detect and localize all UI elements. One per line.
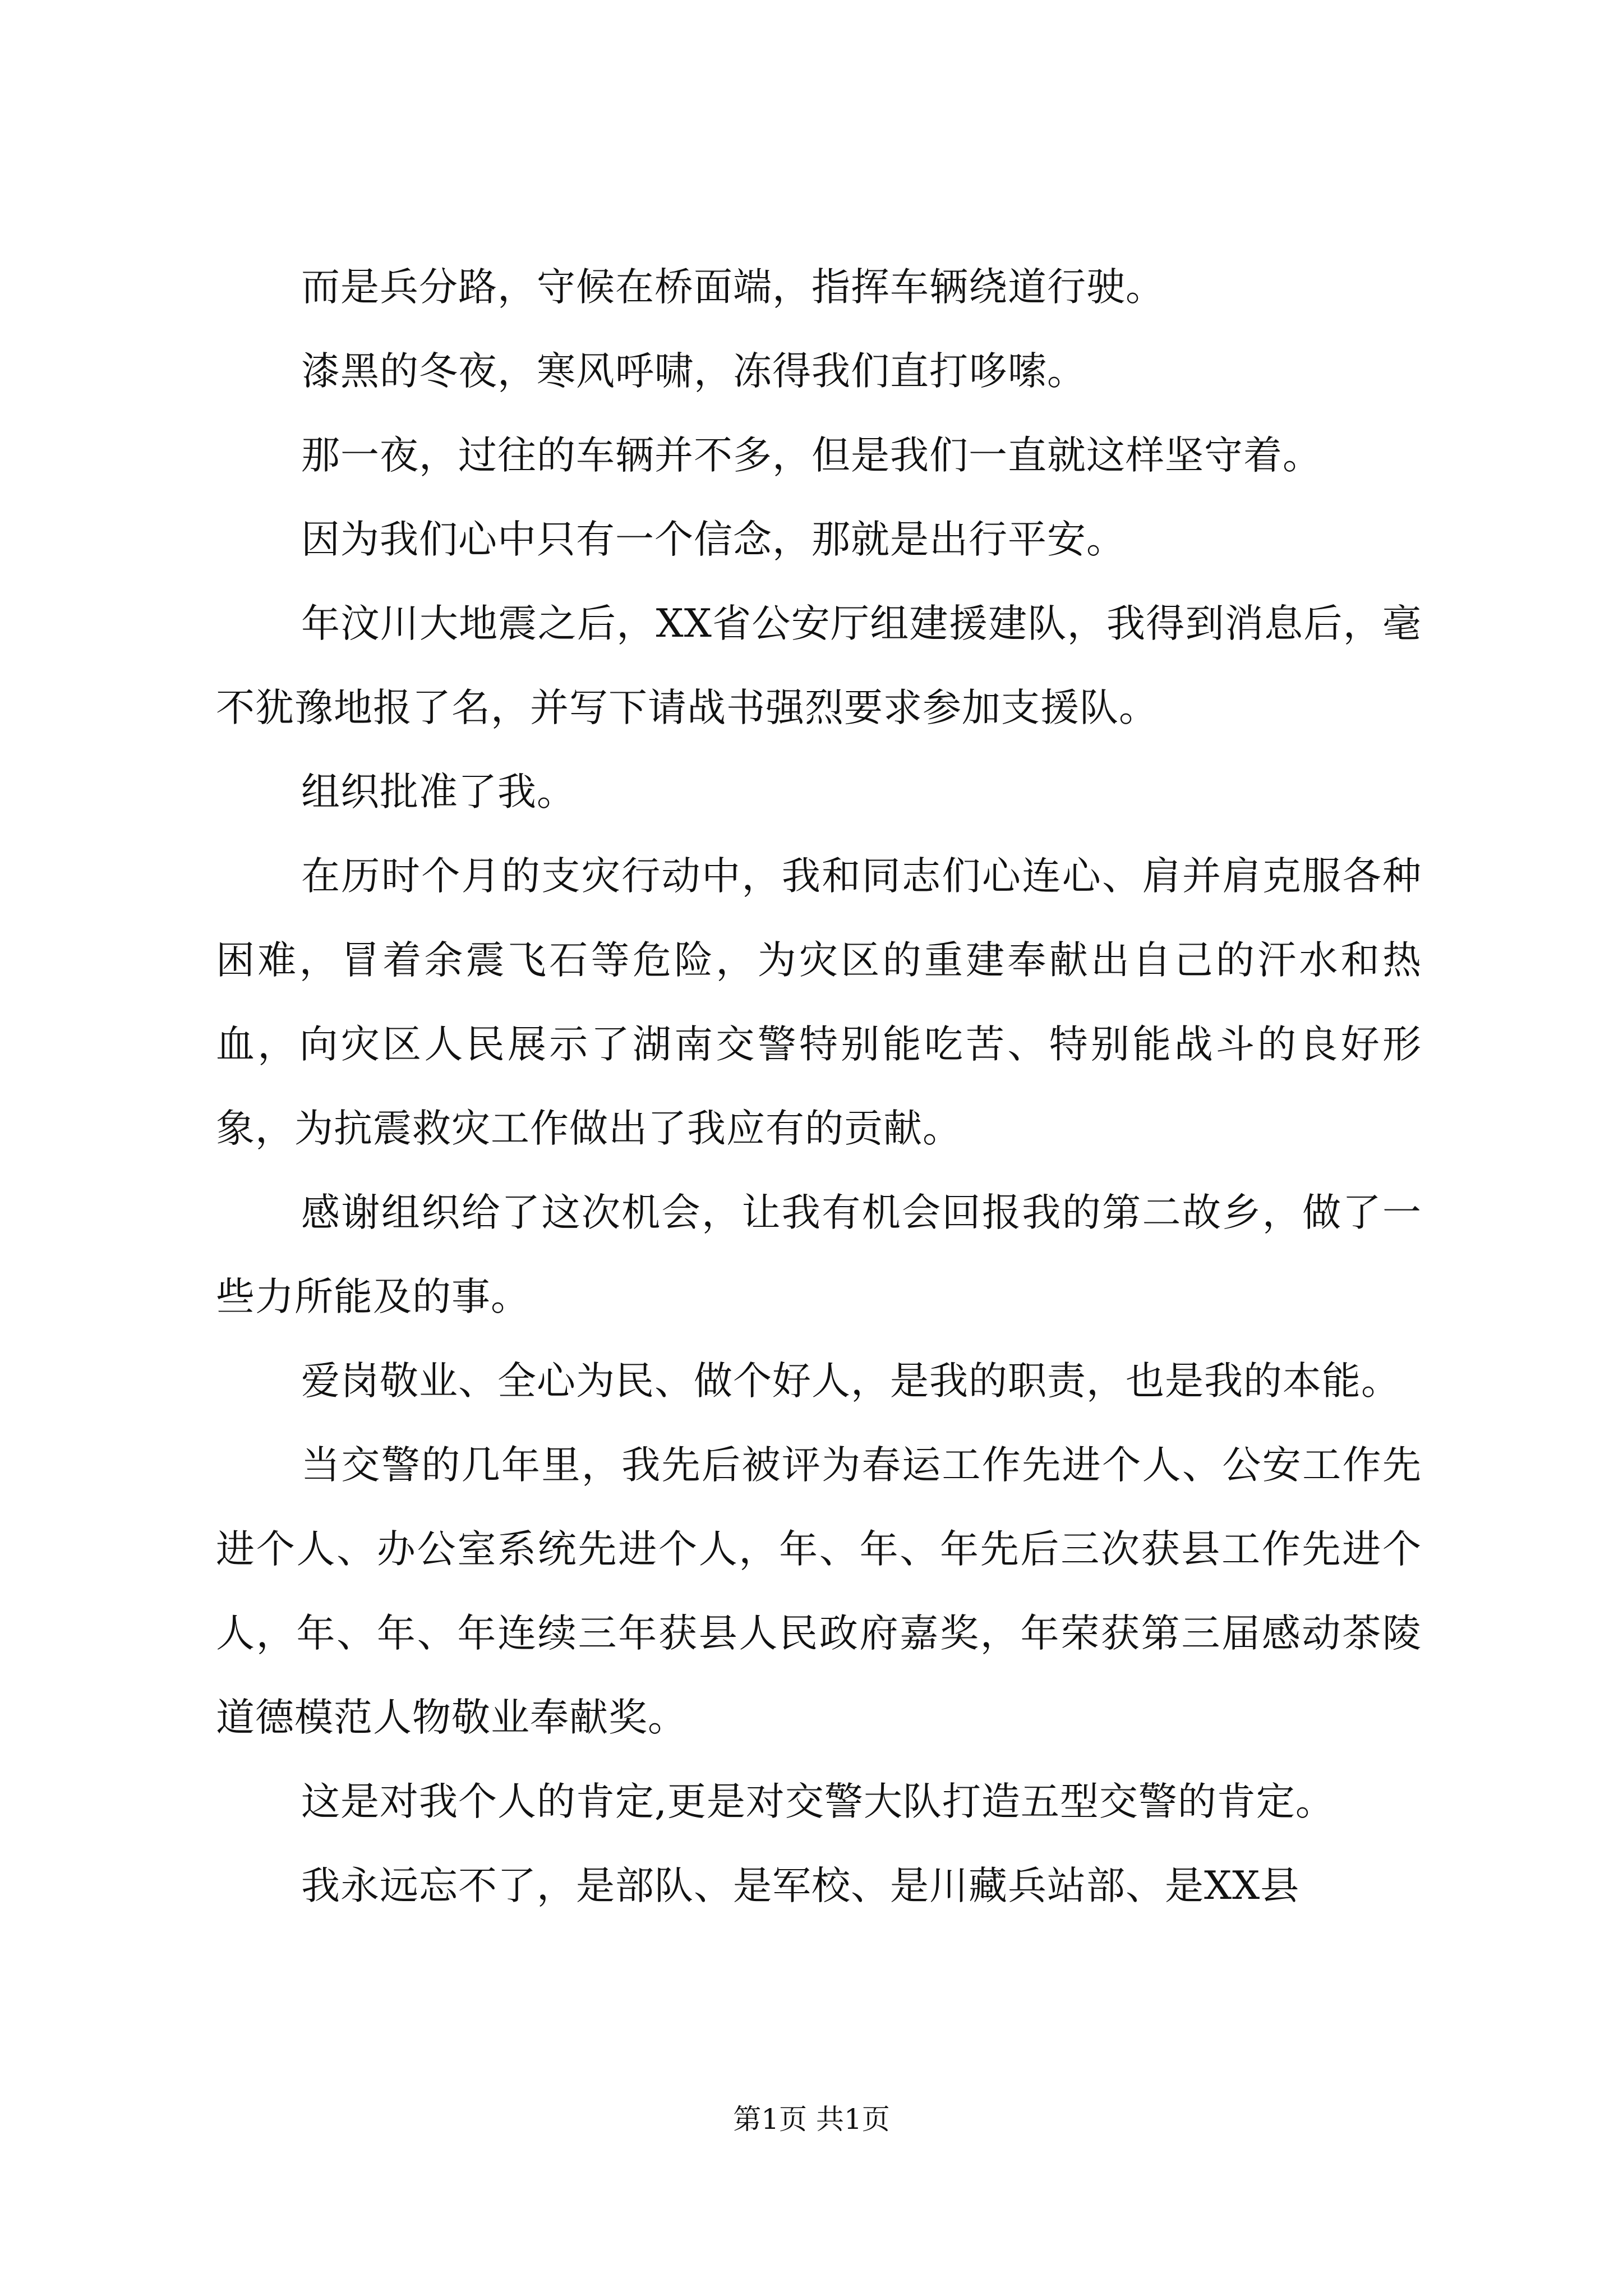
paragraph: 感谢组织给了这次机会，让我有机会回报我的第二故乡，做了一些力所能及的事。 (216, 1190, 1422, 1319)
paragraph: 而是兵分路，守候在桥面端，指挥车辆绕道行驶。 (301, 265, 1165, 310)
paragraph: 漆黑的冬夜，寒风呼啸，冻得我们直打哆嗦。 (301, 349, 1086, 394)
paragraph: 这是对我个人的肯定,更是对交警大队打造五型交警的肯定。 (301, 1779, 1335, 1824)
paragraph: 因为我们心中只有一个信念，那就是出行平安。 (301, 517, 1126, 562)
paragraph: 爱岗敬业、全心为民、做个好人，是我的职责，也是我的本能。 (301, 1359, 1400, 1404)
paragraph: 在历时个月的支灾行动中，我和同志们心连心、肩并肩克服各种困难，冒着余震飞石等危险，为灾区的重建奉献出自己的汗水和热血，向灾区人民展示了湖南交警特别能吃苦、特别能战斗的良好形象，为抗震救灾工作做出了我应有的贡献。 (216, 854, 1422, 1151)
paragraph: 组织批准了我。 (301, 770, 576, 815)
paragraph: 年汶川大地震之后，XX省公安厅组建援建队，我得到消息后，毫不犹豫地报了名，并写下请战书强烈要求参加支援队。 (216, 601, 1422, 730)
page-footer: 第1页 共1页 (733, 2103, 890, 2136)
body-text (216, 245, 1422, 1928)
paragraph: 当交警的几年里，我先后被评为春运工作先进个人、公安工作先进个人、办公室系统先进个人，年、年、年先后三次获县工作先进个人，年、年、年连续三年获县人民政府嘉奖，年荣获第三届感动茶陵道德模范人物敬业奉献奖。 (216, 1443, 1422, 1740)
paragraph: 那一夜，过往的车辆并不多，但是我们一直就这样坚守着。 (301, 433, 1322, 478)
paragraph: 我永远忘不了，是部队、是军校、是川藏兵站部、是XX县 (301, 1864, 1300, 1908)
